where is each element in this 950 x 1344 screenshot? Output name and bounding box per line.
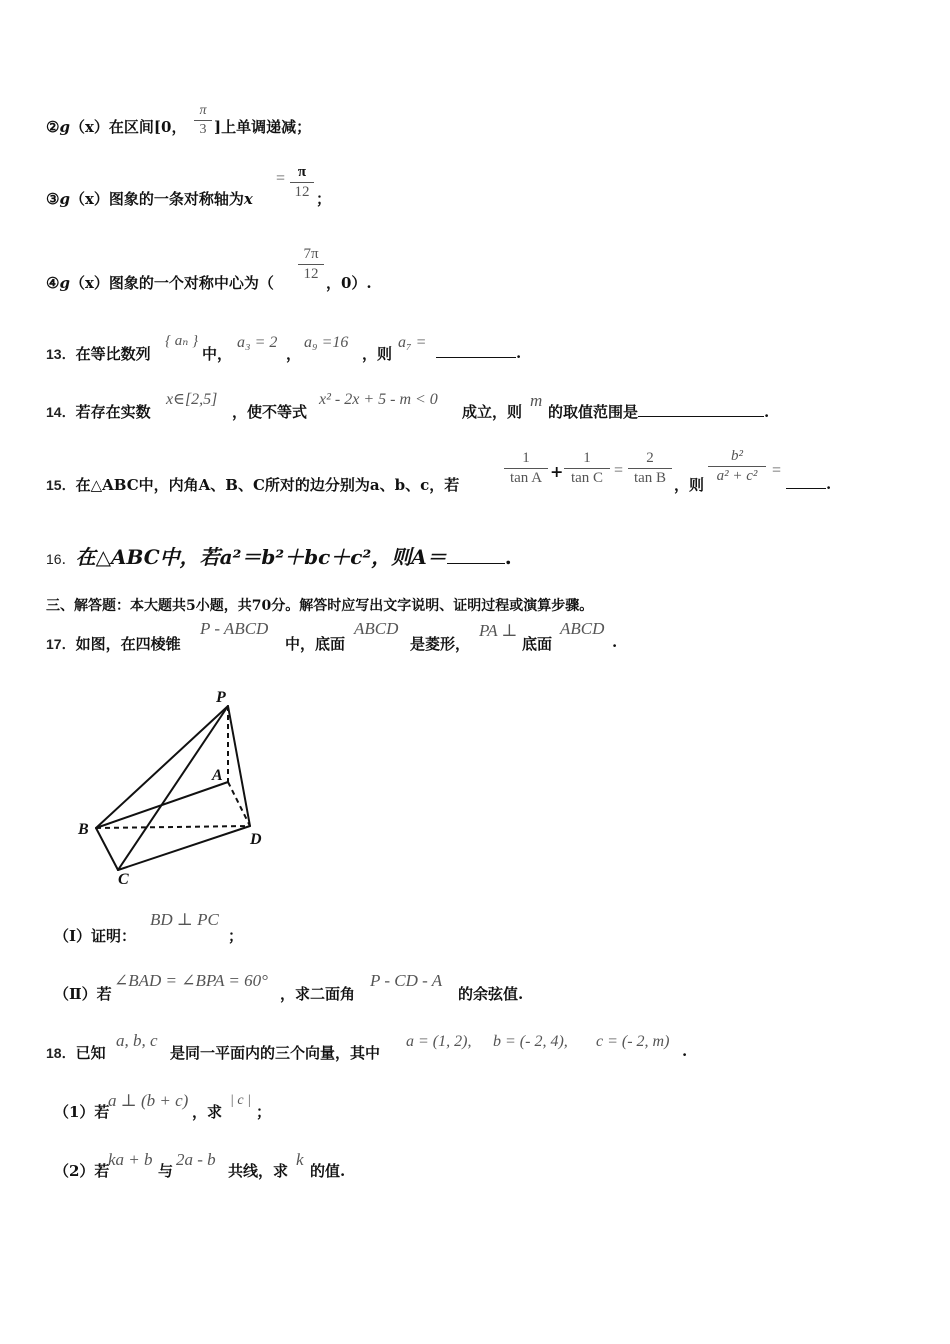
label-C: C — [118, 871, 129, 888]
frac-den: 12 — [294, 184, 310, 200]
func-g: g — [59, 118, 70, 136]
item-3-fraction — [290, 164, 314, 201]
q13-text-2: 中， — [202, 345, 233, 363]
edge-BD-hidden — [96, 826, 250, 828]
q17-part-1 — [54, 925, 136, 946]
item-4-text-2: ，0）. — [326, 274, 372, 292]
answer-blank[interactable] — [436, 343, 516, 358]
pa-perp: PA ⊥ — [479, 621, 518, 640]
fraction-b2 — [708, 448, 766, 485]
fraction-2-tanB — [628, 450, 672, 487]
q18-text: 已知 — [75, 1044, 106, 1062]
a9-value: a₉ =16 — [304, 334, 349, 351]
q17-part-1-end — [228, 925, 243, 946]
edge-PD — [228, 706, 250, 826]
part-end: 的余弦值. — [458, 985, 524, 1003]
q18-part-2-end — [310, 1160, 345, 1181]
frac-num: 2 — [646, 450, 654, 466]
q18-part-1-mid — [192, 1101, 222, 1122]
question-13 — [46, 343, 151, 364]
question-16 — [46, 541, 512, 570]
part-1-expr: a ⊥ (b + c) — [108, 1091, 189, 1110]
q15-then — [674, 474, 704, 495]
a3-value: a₃ = 2 — [237, 334, 278, 351]
q15-text-2: ，则 — [674, 476, 705, 494]
edge-BA — [96, 782, 228, 828]
frac-num: π — [297, 164, 307, 180]
frac-num: 1 — [583, 450, 591, 466]
part-text: ，求 — [192, 1103, 223, 1121]
q17-part-2-end — [458, 983, 523, 1004]
frac-den: 3 — [199, 122, 207, 137]
pyramid-figure — [70, 680, 280, 890]
semicolon: ； — [256, 1103, 272, 1121]
var-x: x — [243, 190, 253, 208]
q17-text: 如图，在四棱锥 — [75, 635, 181, 653]
vector-a: a = (1, 2), — [406, 1033, 472, 1050]
q18-part-1-end — [256, 1101, 271, 1122]
frac-num: 1 — [522, 450, 530, 466]
q14-text-2: ，使不等式 — [232, 403, 308, 421]
answer-blank[interactable] — [786, 474, 826, 489]
q17-mid2 — [410, 633, 470, 654]
q13-mid — [202, 343, 232, 364]
q17-text-3: 是菱形， — [410, 635, 471, 653]
equals: = — [614, 462, 624, 479]
q18-part-2-mid2 — [228, 1160, 288, 1181]
item-2-fraction — [194, 103, 212, 138]
two-a-minus-b: 2a - b — [176, 1150, 216, 1169]
pyramid-name: P - ABCD — [200, 619, 269, 638]
label-D: D — [250, 831, 262, 848]
q13-comma — [286, 343, 301, 364]
q17-part-2-mid — [280, 983, 355, 1004]
comma: ， — [286, 345, 302, 363]
part-text: ，求二面角 — [280, 985, 356, 1003]
item-3-text-2: ； — [316, 190, 332, 208]
period: . — [504, 545, 512, 569]
period: . — [682, 1042, 688, 1060]
q14-mid — [232, 401, 307, 422]
frac-den: 12 — [303, 266, 319, 282]
item-2-text-2: ]上单调递减； — [214, 118, 312, 136]
q18-part-2 — [54, 1160, 109, 1181]
q17-text-2: 中，底面 — [285, 635, 346, 653]
answer-blank[interactable] — [447, 545, 505, 564]
item-3 — [46, 188, 253, 209]
period: . — [826, 475, 832, 493]
item-4-text: 图象的一个对称中心为（ — [108, 274, 274, 292]
fraction-1-tanA — [504, 450, 548, 487]
item-4 — [46, 272, 274, 293]
period: . — [612, 633, 618, 651]
part-1-expr: BD ⊥ PC — [150, 910, 219, 929]
q15-text: 在△ABC中，内角A、B、C所对的边分别为a、b、c，若 — [75, 476, 460, 494]
vector-vars: a, b, c — [116, 1031, 158, 1050]
part-text-2: 共线，求 — [228, 1162, 289, 1180]
q16-text: 在△ABC中，若a²＝b²＋bc＋c²，则A＝ — [75, 545, 447, 569]
item-2-text: 在区间[0， — [108, 118, 187, 136]
part-label: （Ⅰ）证明： — [54, 927, 137, 945]
q14-text-4: 的取值范围是 — [548, 403, 639, 421]
frac-den: tan B — [633, 470, 667, 486]
func-arg: （x） — [69, 118, 109, 136]
frac-den: a² + c² — [716, 468, 758, 484]
item-3-marker: ③ — [46, 190, 60, 208]
question-number: 18． — [46, 1045, 76, 1061]
frac-den: tan C — [570, 470, 604, 486]
part-label: （Ⅱ）若 — [54, 985, 112, 1003]
base-name: ABCD — [354, 619, 399, 638]
fraction-1-tanC — [564, 450, 610, 487]
q17-end — [612, 633, 617, 651]
q17-mid — [285, 633, 345, 654]
item-4-tail — [326, 272, 372, 293]
q18-part-1 — [54, 1101, 109, 1122]
vector-c: c = (- 2, m) — [596, 1033, 670, 1050]
abs-c: | c | — [230, 1093, 251, 1108]
period: . — [764, 403, 770, 421]
question-number: 16． — [46, 551, 76, 567]
q13-text-3: ，则 — [362, 345, 393, 363]
item-4-fraction — [298, 246, 324, 283]
period: . — [516, 344, 522, 362]
question-number: 14． — [46, 404, 76, 420]
part-label: （2）若 — [54, 1162, 110, 1180]
frac-num: b² — [731, 448, 743, 464]
q17-text-4: 底面 — [522, 635, 553, 653]
domain-condition: x∈[2,5] — [166, 391, 218, 408]
edge-PB — [96, 706, 228, 828]
q17-part-2 — [54, 983, 112, 1004]
dihedral-angle: P - CD - A — [370, 971, 443, 990]
frac-num: 7π — [303, 246, 319, 262]
edge-BC — [96, 828, 118, 870]
answer-blank[interactable] — [638, 402, 764, 417]
vector-b: b = (- 2, 4), — [493, 1033, 568, 1050]
label-A: A — [212, 767, 223, 784]
part-end: 的值. — [310, 1162, 346, 1180]
question-14 — [46, 401, 151, 422]
section-3-title: 三、解答题：本大题共5小题，共70分。解答时应写出文字说明、证明过程或演算步骤。 — [46, 598, 594, 614]
q13-text: 在等比数列 — [75, 345, 151, 363]
q18-end — [682, 1042, 687, 1060]
item-3-tail — [316, 188, 331, 209]
func-arg: （x） — [69, 274, 109, 292]
item-2-tail — [214, 116, 311, 137]
label-B: B — [78, 821, 89, 838]
item-3-text: 图象的一条对称轴为 — [108, 190, 244, 208]
q13-then — [362, 343, 392, 364]
item-4-marker: ④ — [46, 274, 60, 292]
equals: = — [276, 170, 286, 187]
sequence-an: { aₙ } — [165, 333, 199, 349]
q14-text: 若存在实数 — [75, 403, 151, 421]
base-name-2: ABCD — [560, 619, 605, 638]
q13-answer — [436, 343, 521, 362]
question-18 — [46, 1042, 106, 1063]
semicolon: ； — [228, 927, 244, 945]
func-g: g — [59, 190, 70, 208]
q17-mid3 — [522, 633, 552, 654]
label-P: P — [216, 689, 226, 706]
ka-plus-b: ka + b — [108, 1150, 153, 1169]
part-2-expr: ∠BAD = ∠BPA = 60° — [114, 971, 268, 990]
question-15 — [46, 474, 459, 495]
frac-num: π — [199, 103, 207, 118]
frac-den: tan A — [509, 470, 543, 486]
func-g: g — [59, 274, 70, 292]
equals: = — [772, 462, 782, 479]
question-17 — [46, 633, 181, 654]
q14-mid2 — [462, 401, 522, 422]
question-number: 17． — [46, 636, 76, 652]
item-2 — [46, 116, 186, 137]
question-number: 13． — [46, 346, 76, 362]
q18-part-2-mid — [158, 1160, 173, 1181]
q18-mid — [170, 1042, 380, 1063]
q14-text-3: 成立，则 — [462, 403, 523, 421]
plus-sign: + — [550, 462, 564, 481]
q18-text-2: 是同一平面内的三个向量，其中 — [170, 1044, 381, 1062]
var-m: m — [530, 391, 543, 410]
q15-answer — [786, 474, 831, 493]
question-number: 15． — [46, 477, 76, 493]
a7-expr: a₇ = — [398, 334, 427, 351]
q14-tail — [548, 401, 769, 422]
part-text: 与 — [158, 1162, 174, 1180]
func-arg: （x） — [69, 190, 109, 208]
var-k: k — [296, 1150, 304, 1169]
part-label: （1）若 — [54, 1103, 110, 1121]
item-2-marker: ② — [46, 118, 60, 136]
edge-CD — [118, 826, 250, 870]
inequality: x² - 2x + 5 - m < 0 — [319, 391, 438, 408]
